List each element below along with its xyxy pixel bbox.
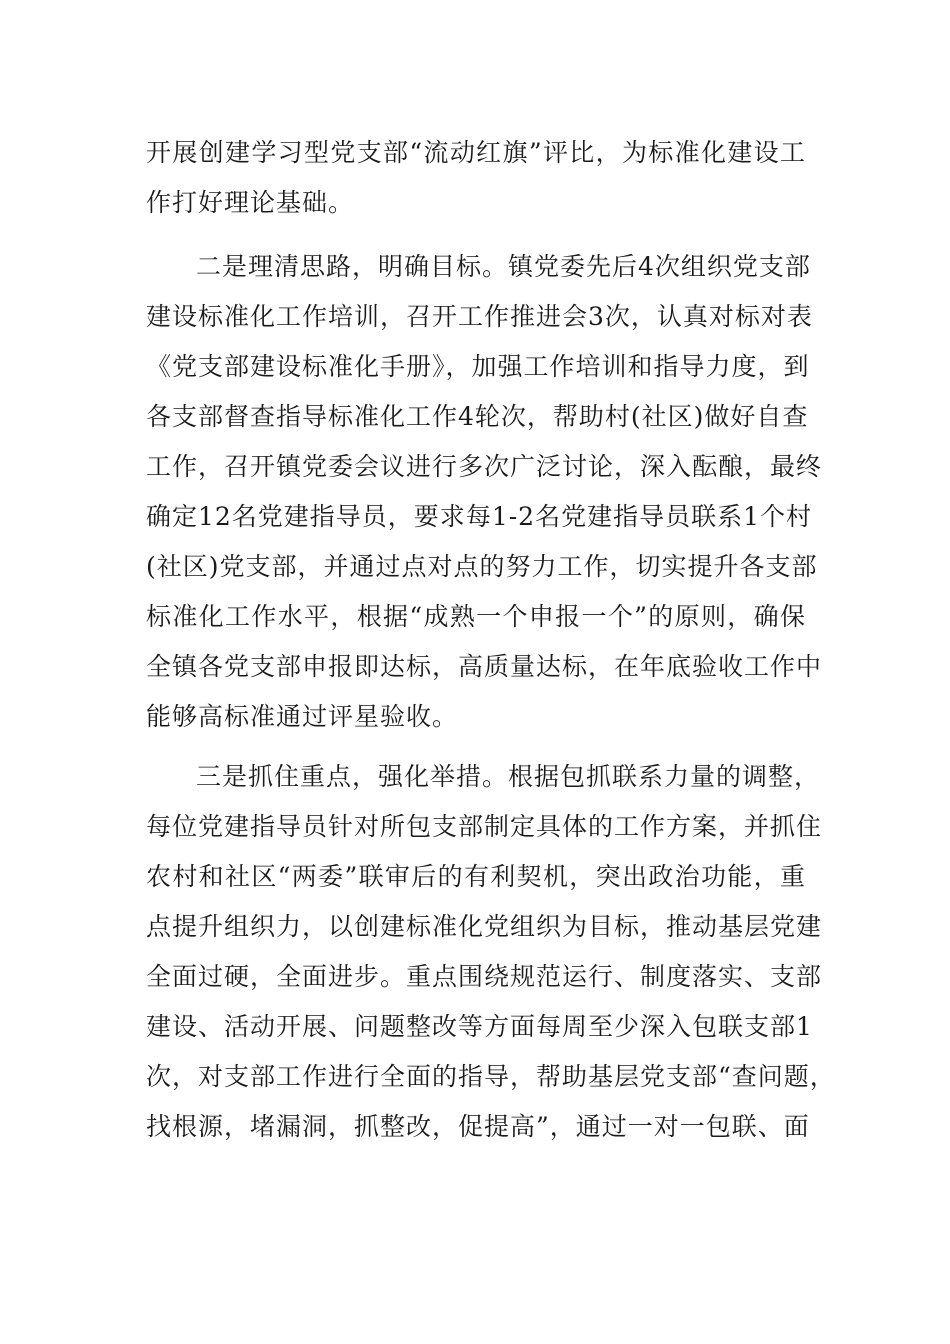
paragraph-line: 确定12名党建指导员，要求每1-2名党建指导员联系1个村 (146, 502, 812, 531)
paragraph-line: 找根源，堵漏洞，抓整改，促提高”，通过一对一包联、面 (146, 1112, 810, 1141)
paragraph-line: 标准化工作水平，根据“成熟一个申报一个”的原则，确保 (146, 602, 806, 631)
paragraph-line: 建设、活动开展、问题整改等方面每周至少深入包联支部1 (146, 1012, 813, 1041)
paragraph-line: 次，对支部工作进行全面的指导，帮助基层党支部“查问题， (146, 1062, 836, 1091)
paragraph-2 (146, 242, 823, 742)
paragraph-line: 每位党建指导员针对所包支部制定具体的工作方案，并抓住 (146, 812, 823, 841)
paragraph-line: 工作，召开镇党委会议进行多次广泛讨论，深入酝酿，最终 (146, 452, 823, 481)
paragraph-line: 能够高标准通过评星验收。 (146, 702, 459, 731)
paragraph-line: 三是抓住重点，强化举措。根据包抓联系力量的调整， (196, 762, 821, 791)
paragraph-line: 全镇各党支部申报即达标，高质量达标，在年底验收工作中 (146, 652, 823, 681)
paragraph-line: 建设标准化工作培训，召开工作推进会3次，认真对标对表 (146, 302, 813, 331)
paragraph-line: 全面过硬，全面进步。重点围绕规范运行、制度落实、支部 (146, 962, 823, 991)
paragraph-line: 各支部督查指导标准化工作4轮次，帮助村(社区)做好自查 (146, 402, 809, 431)
paragraph-line: 《党支部建设标准化手册》，加强工作培训和指导力度，到 (146, 352, 810, 381)
paragraph-1 (146, 128, 806, 228)
paragraph-line: 二是理清思路，明确目标。镇党委先后4次组织党支部 (196, 252, 811, 281)
paragraph-line: 点提升组织力，以创建标准化党组织为目标，推动基层党建 (146, 912, 823, 941)
paragraph-line: 作打好理论基础。 (146, 188, 355, 217)
paragraph-line: 农村和社区“两委”联审后的有利契机，突出政治功能，重 (146, 862, 806, 891)
paragraph-line: 开展创建学习型党支部“流动红旗”评比，为标准化建设工 (146, 138, 806, 167)
paragraph-line: (社区)党支部，并通过点对点的努力工作，切实提升各支部 (146, 552, 818, 581)
paragraph-3 (146, 752, 836, 1152)
